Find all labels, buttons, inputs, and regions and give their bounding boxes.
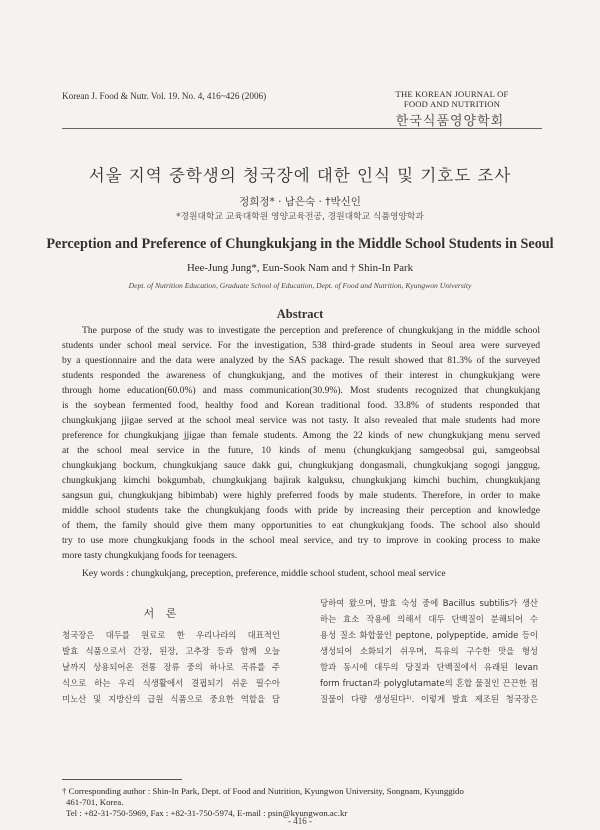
- journal-reference: Korean J. Food & Nutr. Vol. 19. No. 4, 416~426 (2006): [62, 91, 267, 101]
- abstract-line: sangsun gui, chungkukjang bibimbab) were highly preferred foods by male students. Therefore, in order to make: [62, 490, 540, 501]
- abstract-line: students responded the awareness of chungkukjang, and the motives of their interest in chungkukjang were: [62, 370, 540, 381]
- body-line: 청국장은 대두를 원료로 한 우리나라의 대표적인: [62, 630, 280, 640]
- body-line: 발효 식품으로서 간장, 된장, 고추장 등과 함께 오늘: [62, 646, 280, 656]
- footnote-divider: [62, 779, 182, 780]
- abstract-line: chungkukjang jjigae served at the school meal service was not tasty. It also revealed that male students had more: [62, 415, 540, 426]
- authors-english: Hee-Jung Jung*, Eun-Sook Nam and † Shin-In Park: [186, 262, 414, 274]
- abstract-line: students under school meal service. For the investigation, 538 third-grade students in Seoul area were surveyed: [62, 340, 540, 351]
- body-line: 당하여 왔으며, 발효 숙성 중에 Bacillus subtilis가 생산: [320, 598, 538, 608]
- abstract-line: more tasty chungkukjang foods for teenagers.: [62, 550, 238, 561]
- abstract-line: of them, the family should give them many opportunities to eat chungkukjang foods. The school also should: [62, 520, 540, 531]
- journal-name-ko: 한국식품영양학회: [395, 114, 505, 129]
- page-number: - 416 -: [288, 816, 312, 826]
- abstract-line: try to use more chungkukjang foods in the school meal service, and try to improve in cooking process to make: [62, 535, 540, 546]
- affiliation-korean: *경원대학교 교육대학원 영양교육전공, 경원대학교 식품영양학과: [176, 212, 424, 222]
- keywords: Key words : chungkukjang, preception, preference, middle school student, school meal service: [82, 568, 446, 579]
- body-line: 용성 질소 화합물인 peptone, polypeptide, amide 등이: [320, 630, 538, 640]
- body-line: 질물이 다량 생성된다¹⁾. 이렇게 발효 제조된 청국장은: [320, 694, 538, 704]
- body-line: 생성되어 소화되기 쉬우며, 특유의 구수한 맛을 형성: [320, 646, 538, 656]
- abstract-heading: Abstract: [276, 307, 324, 321]
- abstract-line: by a questionnaire and the data were analyzed by the SAS package. The result showed that 81.3% of the surveyed: [62, 355, 540, 366]
- title-korean: 서울 지역 중학생의 청국장에 대한 인식 및 기호도 조사: [88, 166, 512, 185]
- abstract-line: through home education(60.0%) and mass communication(30.9%). Most students recognized that chungkukjang: [62, 385, 540, 396]
- abstract-line: middle school students take the chungkukjang foods with pride by increasing their perception and knowledge: [62, 505, 540, 516]
- body-line: 미노산 및 지방산의 급원 식품으로 중요한 역할을 담: [62, 694, 280, 704]
- journal-name-en-line: THE KOREAN JOURNAL OF: [395, 89, 509, 99]
- journal-name-en: [362, 89, 542, 109]
- abstract-line: The purpose of the study was to investigate the perception and preference of chungkukjang in the middle school: [82, 325, 540, 336]
- affiliation-english: Dept. of Nutrition Education, Graduate School of Education, Dept. of Food and Nutrition, Kyungwon University: [128, 281, 472, 290]
- footnote-contact: Tel : +82-31-750-5969, Fax : +82-31-750-5974, E-mail : psin@kyungwon.ac.kr: [66, 808, 348, 818]
- footnote: [62, 786, 542, 819]
- body-line: 하는 효소 작용에 의해서 대두 단백질이 분해되어 수: [320, 614, 538, 624]
- header-divider: [62, 128, 542, 129]
- abstract-line: preference for chungkukjang jjigae than female students. Among the 22 kinds of new chungkukjang menu served: [62, 430, 540, 441]
- title-english: Perception and Preference of Chungkukjang in the Middle School Students in Seoul: [46, 236, 554, 252]
- body-line: 함과 동시에 대두의 당질과 단백질에서 유래된 levan: [320, 662, 538, 672]
- body-line: 날까지 상용되어온 전통 장류 중의 하나로 곡류를 주: [62, 662, 280, 672]
- journal-name-en-line: FOOD AND NUTRITION: [403, 99, 501, 109]
- abstract-line: at the school meal service in the future, 10 kinds of menu (chungkukjang samgeobsal gui, samgeobsal: [62, 445, 540, 456]
- footnote-line: † Corresponding author : Shin-In Park, Dept. of Food and Nutrition, Kyungwon University, Songnam, Kyunggido: [62, 786, 464, 796]
- body-line: form fructan과 polyglutamate의 혼합 물질인 끈끈한 점: [320, 678, 538, 688]
- section-heading-introduction: 서 론: [143, 607, 181, 620]
- abstract-line: is the soybean fermented food, healthy food and Korean traditional food. 33.8% of students responded that: [62, 400, 540, 411]
- abstract-line: chungkukjang bockum, chungkukjang sauce dakk gui, chungkukjang dongasmali, chungkukjang sogogi janggug,: [62, 460, 540, 471]
- body-line: 식으로 하는 우리 식생활에서 결핍되기 쉬운 필수아: [62, 678, 280, 688]
- footnote-line: 461-701, Korea.: [66, 797, 124, 807]
- authors-korean: 정희정* · 남은숙 · †박신인: [239, 196, 361, 208]
- abstract-line: chungkukjang kimchi bokgumbab, chungkukjang bajirak kalguksu, chungkukjang kimchi buchim, chungkukjang: [62, 475, 540, 486]
